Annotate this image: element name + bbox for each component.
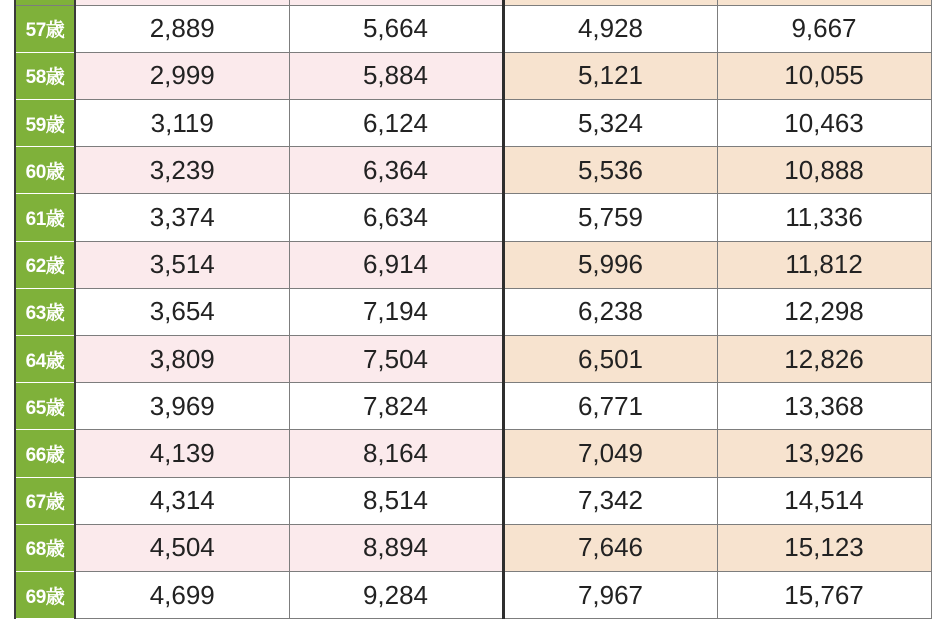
table-row <box>15 477 931 524</box>
value-cell-col1: 3,514 <box>75 241 289 288</box>
value-cell-col3: 6,501 <box>503 336 717 383</box>
age-cell: 61歳 <box>15 194 75 241</box>
value-cell-col2: 9,284 <box>289 571 503 618</box>
value-cell-col3: 7,646 <box>503 524 717 571</box>
value-cell-col1: 2,999 <box>75 52 289 99</box>
value-cell-col4: 12,826 <box>717 336 931 383</box>
value-cell-col1: 3,809 <box>75 336 289 383</box>
value-cell-col3: 5,759 <box>503 194 717 241</box>
value-cell-col1: 4,504 <box>75 524 289 571</box>
value-cell-col4: 9,667 <box>717 5 931 52</box>
value-cell-col3: 6,238 <box>503 288 717 335</box>
value-cell-col3: 6,771 <box>503 383 717 430</box>
value-cell-col4: 15,767 <box>717 571 931 618</box>
table-row <box>15 100 931 147</box>
value-cell-col1: 4,314 <box>75 477 289 524</box>
value-cell-col1: 4,699 <box>75 571 289 618</box>
value-cell-col2: 5,884 <box>289 52 503 99</box>
value-cell-col2: 8,164 <box>289 430 503 477</box>
age-cell: 58歳 <box>15 52 75 99</box>
value-cell-col2: 8,894 <box>289 524 503 571</box>
value-cell-col1: 3,119 <box>75 100 289 147</box>
age-cell: 60歳 <box>15 147 75 194</box>
value-cell-col3: 5,121 <box>503 52 717 99</box>
table-row <box>15 571 931 618</box>
table-row <box>15 288 931 335</box>
value-cell-col2: 6,124 <box>289 100 503 147</box>
value-cell-col1: 3,969 <box>75 383 289 430</box>
value-cell-col3: 7,049 <box>503 430 717 477</box>
age-cell: 67歳 <box>15 477 75 524</box>
value-cell-col1: 3,654 <box>75 288 289 335</box>
value-cell-col2: 6,364 <box>289 147 503 194</box>
age-value-table <box>14 0 932 619</box>
value-cell-col4: 11,812 <box>717 241 931 288</box>
value-cell-col1: 4,139 <box>75 430 289 477</box>
age-cell: 64歳 <box>15 336 75 383</box>
value-cell-col4: 10,888 <box>717 147 931 194</box>
value-cell-col4: 14,514 <box>717 477 931 524</box>
value-cell-col2: 7,194 <box>289 288 503 335</box>
table-row <box>15 52 931 99</box>
value-cell-col2: 7,824 <box>289 383 503 430</box>
value-cell-col4: 13,368 <box>717 383 931 430</box>
value-cell-col2: 5,664 <box>289 5 503 52</box>
value-cell-col2: 8,514 <box>289 477 503 524</box>
age-cell: 66歳 <box>15 430 75 477</box>
value-cell-col3: 7,967 <box>503 571 717 618</box>
age-cell: 68歳 <box>15 524 75 571</box>
value-cell-col4: 10,055 <box>717 52 931 99</box>
age-cell: 62歳 <box>15 241 75 288</box>
value-cell-col1: 3,239 <box>75 147 289 194</box>
value-cell-col2: 7,504 <box>289 336 503 383</box>
value-cell-col2: 6,634 <box>289 194 503 241</box>
data-table-container <box>14 0 932 619</box>
table-row <box>15 241 931 288</box>
age-cell: 65歳 <box>15 383 75 430</box>
table-row <box>15 430 931 477</box>
value-cell-col1: 2,889 <box>75 5 289 52</box>
table-row <box>15 5 931 52</box>
age-cell: 63歳 <box>15 288 75 335</box>
value-cell-col4: 15,123 <box>717 524 931 571</box>
table-row <box>15 383 931 430</box>
value-cell-col4: 10,463 <box>717 100 931 147</box>
age-cell: 57歳 <box>15 5 75 52</box>
table-row <box>15 147 931 194</box>
value-cell-col3: 5,996 <box>503 241 717 288</box>
age-cell: 59歳 <box>15 100 75 147</box>
table-row <box>15 524 931 571</box>
value-cell-col3: 5,536 <box>503 147 717 194</box>
value-cell-col4: 11,336 <box>717 194 931 241</box>
value-cell-col4: 12,298 <box>717 288 931 335</box>
value-cell-col3: 4,928 <box>503 5 717 52</box>
table-row <box>15 336 931 383</box>
value-cell-col1: 3,374 <box>75 194 289 241</box>
value-cell-col3: 7,342 <box>503 477 717 524</box>
table-row <box>15 194 931 241</box>
age-cell: 69歳 <box>15 571 75 618</box>
value-cell-col4: 13,926 <box>717 430 931 477</box>
value-cell-col3: 5,324 <box>503 100 717 147</box>
value-cell-col2: 6,914 <box>289 241 503 288</box>
